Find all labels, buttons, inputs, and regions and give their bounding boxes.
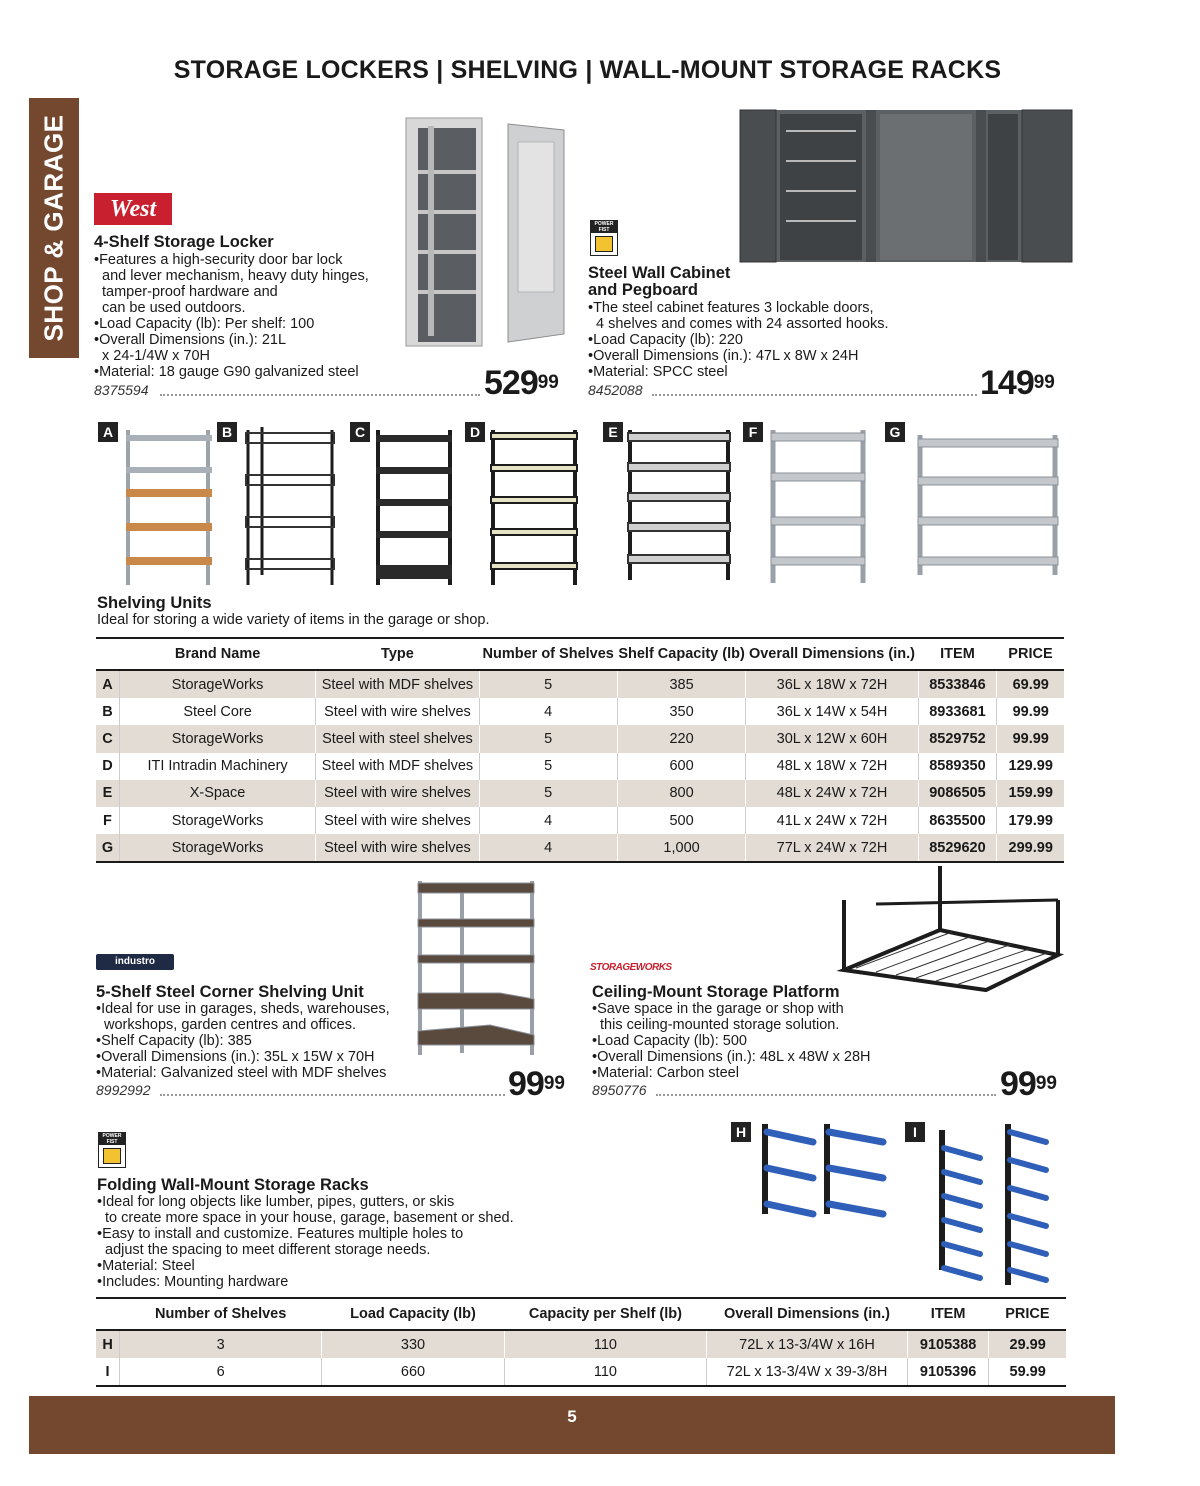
price-cents: 99	[1035, 1073, 1057, 1094]
shelf-unit-e-image	[622, 425, 737, 590]
desc-line: •Features a high-security door bar lock	[94, 252, 343, 268]
table-row	[96, 1358, 1066, 1386]
row-id: A	[96, 670, 119, 698]
desc-line: x 24-1/4W x 70H	[102, 348, 210, 364]
desc-line: to create more space in your house, garage, basement or shed.	[105, 1210, 514, 1226]
desc-line: •Material: Galvanized steel with MDF shelves	[96, 1065, 387, 1081]
row-dimensions: 30L x 12W x 60H	[746, 725, 918, 752]
col-header-dimensions: Overall Dimensions (in.)	[746, 638, 918, 670]
table-row	[96, 780, 1064, 807]
row-capacity: 800	[617, 780, 746, 807]
desc-line: •Save space in the garage or shop with	[592, 1001, 844, 1017]
wall-cabinet-image	[736, 100, 1076, 270]
side-tab-label: SHOP & GARAGE	[38, 114, 69, 342]
row-type: Steel with steel shelves	[316, 725, 479, 752]
locker-title: 4-Shelf Storage Locker	[94, 233, 274, 251]
col-header-shelves: Number of Shelves	[120, 1298, 322, 1330]
desc-line: •Ideal for long objects like lumber, pipes, gutters, or skis	[97, 1194, 455, 1210]
desc-line: adjust the spacing to meet different storage needs.	[105, 1242, 431, 1258]
row-shelves: 4	[479, 807, 617, 834]
corner-description	[96, 1001, 390, 1081]
desc-line: •Overall Dimensions (in.): 35L x 15W x 70H	[96, 1049, 375, 1065]
section-side-tab	[29, 98, 79, 358]
row-shelves: 4	[479, 698, 617, 725]
row-shelves: 6	[120, 1358, 322, 1386]
badge-e: E	[603, 422, 623, 442]
badge-h: H	[731, 1122, 751, 1142]
row-price: 29.99	[989, 1330, 1066, 1358]
desc-line: •Material: 18 gauge G90 galvanized steel	[94, 364, 359, 380]
desc-line: •Material: Carbon steel	[592, 1065, 739, 1081]
desc-line: can be used outdoors.	[102, 300, 246, 316]
shelf-unit-c-image	[370, 425, 460, 590]
cabinet-title-line: and Pegboard	[588, 281, 699, 299]
col-header-id	[96, 1298, 120, 1330]
col-header-item: ITEM	[918, 638, 997, 670]
row-item: 8533846	[918, 670, 997, 698]
row-price: 99.99	[997, 725, 1064, 752]
row-price: 299.99	[997, 834, 1064, 862]
desc-line: •Load Capacity (lb): 500	[592, 1033, 747, 1049]
cabinet-title-line: Steel Wall Cabinet	[588, 264, 731, 282]
desc-line: •Overall Dimensions (in.): 21L	[94, 332, 287, 348]
row-capacity: 385	[617, 670, 746, 698]
badge-a: A	[98, 422, 118, 442]
desc-line: •Overall Dimensions (in.): 48L x 48W x 28H	[592, 1049, 871, 1065]
row-id: B	[96, 698, 119, 725]
row-capacity: 350	[617, 698, 746, 725]
row-capacity: 500	[617, 807, 746, 834]
row-price: 129.99	[1008, 758, 1053, 775]
shelf-unit-f-image	[763, 425, 873, 590]
desc-line: workshops, garden centres and offices.	[104, 1017, 357, 1033]
row-per-shelf: 110	[504, 1330, 706, 1358]
desc-line: and lever mechanism, heavy duty hinges,	[102, 268, 369, 284]
badge-g: G	[885, 422, 905, 442]
corner-sku: 8992992	[96, 1082, 151, 1098]
storage-locker-image	[400, 112, 570, 352]
racks-table	[96, 1297, 1066, 1387]
row-capacity: 1,000	[617, 834, 746, 862]
row-id: I	[96, 1358, 120, 1386]
price-cents: 99	[543, 1073, 565, 1094]
row-dimensions: 36L x 14W x 54H	[746, 698, 918, 725]
desc-line: •Overall Dimensions (in.): 47L x 8W x 24H	[588, 348, 859, 364]
ceiling-title: Ceiling-Mount Storage Platform	[592, 983, 840, 1001]
row-price: 59.99	[989, 1358, 1066, 1386]
badge-b: B	[217, 422, 237, 442]
west-logo	[94, 193, 172, 225]
row-type: Steel with wire shelves	[316, 834, 479, 862]
row-brand: ITI Intradin Machinery	[119, 753, 315, 780]
row-brand: StorageWorks	[119, 807, 315, 834]
table-header-row	[96, 638, 1064, 670]
table-row	[96, 807, 1064, 834]
price-dollars: 99	[1000, 1065, 1036, 1103]
row-dimensions: 72L x 13-3/4W x 16H	[707, 1330, 908, 1358]
ceiling-description	[592, 1001, 871, 1081]
cabinet-title	[588, 265, 730, 299]
table-row	[96, 698, 1064, 725]
row-brand: Steel Core	[119, 698, 315, 725]
col-header-item: ITEM	[907, 1298, 988, 1330]
row-dimensions: 77L x 24W x 72H	[746, 834, 918, 862]
desc-line: •Shelf Capacity (lb): 385	[96, 1033, 252, 1049]
row-dimensions: 48L x 18W x 72H	[746, 753, 918, 780]
col-header-brand: Brand Name	[119, 638, 315, 670]
desc-line: 4 shelves and comes with 24 assorted hooks.	[596, 316, 889, 332]
wall-rack-h-image	[755, 1120, 895, 1230]
price-dollars: 99	[508, 1065, 544, 1103]
row-brand: StorageWorks	[119, 670, 315, 698]
ceiling-sku: 8950776	[592, 1082, 647, 1098]
page-number: 5	[567, 1407, 577, 1426]
row-item: 8529752	[918, 725, 997, 752]
price-dollars: 529	[484, 364, 538, 402]
row-item: 9105396	[907, 1358, 988, 1386]
row-dimensions: 41L x 24W x 72H	[746, 807, 918, 834]
industro-logo-text: industro	[115, 956, 155, 967]
row-type: Steel with wire shelves	[316, 807, 479, 834]
locker-description	[94, 252, 369, 380]
row-item: 8529620	[918, 834, 997, 862]
row-brand: StorageWorks	[119, 834, 315, 862]
cabinet-description	[588, 300, 889, 380]
row-brand: StorageWorks	[119, 725, 315, 752]
industro-logo	[96, 954, 174, 970]
desc-line: •Material: SPCC steel	[588, 364, 728, 380]
storageworks-logo	[590, 962, 672, 973]
ceiling-dot-leader	[656, 1094, 996, 1096]
power-fist-logo-text: POWER FIST	[591, 221, 617, 233]
ceiling-platform-image	[836, 860, 1066, 1000]
col-header-load: Load Capacity (lb)	[322, 1298, 505, 1330]
row-price: 69.99	[997, 670, 1064, 698]
row-shelves: 5	[479, 780, 617, 807]
shelf-unit-a-image	[120, 425, 220, 590]
ceiling-price	[1000, 1067, 1057, 1101]
locker-price	[484, 366, 559, 400]
west-logo-text: West	[109, 196, 157, 222]
shelving-subtitle: Ideal for storing a wide variety of items in the garage or shop.	[97, 612, 490, 628]
row-item: 8589350	[918, 753, 997, 780]
col-header-id	[96, 638, 119, 670]
corner-price	[508, 1067, 565, 1101]
desc-line: •The steel cabinet features 3 lockable doors,	[588, 300, 874, 316]
cabinet-sku: 8452088	[588, 382, 643, 398]
table-row	[96, 670, 1064, 698]
price-cents: 99	[1033, 372, 1055, 393]
col-header-per-shelf: Capacity per Shelf (lb)	[504, 1298, 706, 1330]
page-title: STORAGE LOCKERS | SHELVING | WALL-MOUNT STORAGE RACKS	[173, 56, 1002, 84]
row-load: 330	[322, 1330, 505, 1358]
corner-shelving-image	[410, 875, 540, 1060]
storageworks-logo-text: STORAGEWORKS	[590, 962, 672, 973]
table-row	[96, 753, 1064, 780]
row-dimensions: 72L x 13-3/4W x 39-3/8H	[707, 1358, 908, 1386]
badge-i: I	[905, 1122, 925, 1142]
power-fist-logo-text: POWER FIST	[99, 1133, 125, 1145]
row-brand: X-Space	[119, 780, 315, 807]
locker-dot-leader	[160, 394, 480, 396]
row-id: C	[96, 725, 119, 752]
row-shelves: 5	[479, 753, 617, 780]
wall-rack-i-image	[930, 1120, 1055, 1290]
row-capacity: 220	[617, 725, 746, 752]
row-id: F	[96, 807, 119, 834]
desc-line: •Load Capacity (lb): Per shelf: 100	[94, 316, 315, 332]
col-header-type: Type	[316, 638, 479, 670]
row-shelves: 3	[120, 1330, 322, 1358]
desc-line: this ceiling-mounted storage solution.	[600, 1017, 840, 1033]
desc-line: tamper-proof hardware and	[102, 284, 278, 300]
desc-line: •Material: Steel	[97, 1258, 195, 1274]
racks-description	[97, 1194, 514, 1290]
shelving-table	[96, 637, 1064, 863]
row-shelves: 5	[479, 725, 617, 752]
corner-dot-leader	[160, 1094, 505, 1096]
row-price: 179.99	[1008, 812, 1053, 829]
row-item: 8635500	[918, 807, 997, 834]
table-header-row	[96, 1298, 1066, 1330]
table-row	[96, 1330, 1066, 1358]
page-footer	[29, 1396, 1115, 1454]
badge-f: F	[743, 422, 763, 442]
locker-sku: 8375594	[94, 382, 149, 398]
shelf-unit-b-image	[240, 425, 340, 590]
row-type: Steel with MDF shelves	[316, 670, 479, 698]
power-fist-logo	[98, 1132, 126, 1168]
col-header-price: PRICE	[989, 1298, 1066, 1330]
power-fist-fist-icon	[103, 1148, 121, 1164]
row-dimensions: 48L x 24W x 72H	[746, 780, 918, 807]
row-type: Steel with wire shelves	[316, 698, 479, 725]
row-type: Steel with MDF shelves	[316, 753, 479, 780]
table-row	[96, 725, 1064, 752]
price-dollars: 149	[980, 364, 1034, 402]
row-shelves: 5	[479, 670, 617, 698]
corner-title: 5-Shelf Steel Corner Shelving Unit	[96, 983, 364, 1001]
row-id: G	[96, 834, 119, 862]
col-header-dimensions: Overall Dimensions (in.)	[707, 1298, 908, 1330]
cabinet-dot-leader	[652, 394, 977, 396]
table-row	[96, 834, 1064, 862]
desc-line: •Load Capacity (lb): 220	[588, 332, 743, 348]
row-per-shelf: 110	[504, 1358, 706, 1386]
desc-line: •Ideal for use in garages, sheds, warehouses,	[96, 1001, 390, 1017]
desc-line: •Easy to install and customize. Features multiple holes to	[97, 1226, 464, 1242]
price-cents: 99	[537, 372, 559, 393]
shelf-unit-d-image	[485, 425, 585, 590]
power-fist-logo	[590, 220, 618, 256]
racks-title: Folding Wall-Mount Storage Racks	[97, 1176, 369, 1194]
col-header-shelves: Number of Shelves	[479, 638, 617, 670]
badge-d: D	[465, 422, 485, 442]
row-shelves: 4	[479, 834, 617, 862]
row-id: H	[96, 1330, 120, 1358]
row-capacity: 600	[617, 753, 746, 780]
cabinet-price	[980, 366, 1055, 400]
badge-c: C	[350, 422, 370, 442]
row-id: D	[96, 753, 119, 780]
desc-line: •Includes: Mounting hardware	[97, 1274, 289, 1290]
row-type: Steel with wire shelves	[316, 780, 479, 807]
shelf-unit-g-image	[910, 425, 1065, 590]
row-load: 660	[322, 1358, 505, 1386]
row-item: 8933681	[918, 698, 997, 725]
col-header-capacity: Shelf Capacity (lb)	[617, 638, 746, 670]
col-header-price: PRICE	[997, 638, 1064, 670]
row-dimensions: 36L x 18W x 72H	[746, 670, 918, 698]
row-item: 9086505	[918, 780, 997, 807]
row-id: E	[96, 780, 119, 807]
row-price: 159.99	[997, 780, 1064, 807]
power-fist-fist-icon	[595, 236, 613, 252]
row-price: 99.99	[1012, 703, 1049, 720]
shelving-title: Shelving Units	[97, 594, 212, 612]
row-item: 9105388	[907, 1330, 988, 1358]
